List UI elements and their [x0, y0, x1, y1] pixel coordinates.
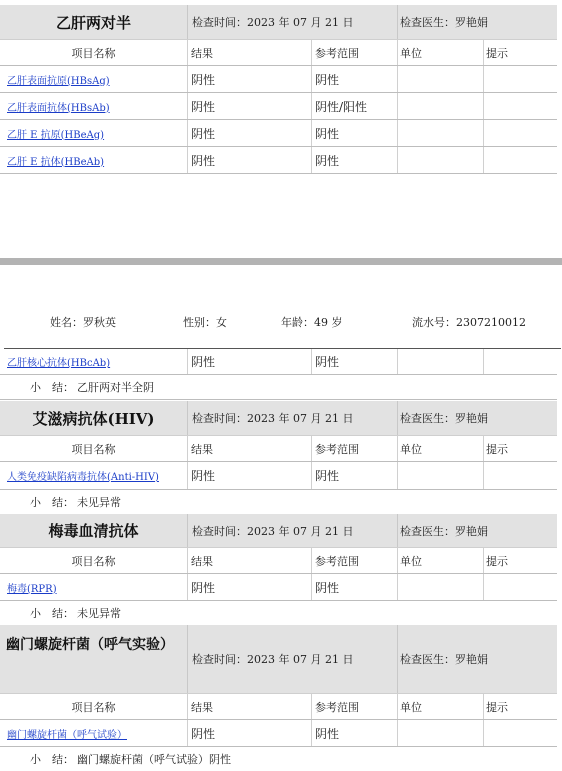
table-row: [0, 120, 557, 147]
result-cell: 阴性: [187, 147, 311, 173]
result-cell: 阴性: [187, 462, 311, 489]
summary-text: 未见异常: [77, 496, 121, 509]
col-item-header: 项目名称: [71, 442, 116, 456]
col-tip-header: 提示: [483, 40, 557, 65]
col-range-header: 参考范围: [311, 694, 397, 719]
range-cell: 阴性: [311, 462, 397, 489]
patient-info: [0, 311, 562, 331]
table-row: [0, 66, 557, 93]
result-cell: 阴性: [187, 349, 311, 374]
result-cell: 阴性: [187, 574, 311, 600]
unit-cell: [397, 93, 483, 119]
col-result-header: 结果: [187, 40, 311, 65]
section-summary: [0, 747, 557, 771]
range-cell: 阴性: [311, 349, 397, 374]
exam-time: 检查时间：2023 年 07 月 21 日: [187, 401, 397, 435]
table-row: [0, 147, 557, 174]
tip-cell: [483, 147, 557, 173]
col-unit-header: 单位: [397, 548, 483, 573]
syphilis-section: [0, 514, 557, 626]
col-range-header: 参考范围: [311, 436, 397, 461]
section-header: [0, 401, 557, 436]
item-link-hp-breath-test[interactable]: 幽门螺旋杆菌（呼气试验）: [7, 729, 127, 741]
col-item-header: 项目名称: [71, 700, 116, 714]
column-header-row: [0, 694, 557, 720]
hiv-section: [0, 401, 557, 515]
summary-label: 小 结：: [30, 381, 74, 394]
hbv-section: [0, 5, 557, 174]
item-link-anti-hiv[interactable]: 人类免疫缺陷病毒抗体(Anti-HIV): [7, 472, 159, 483]
range-cell: 阴性: [311, 147, 397, 173]
patient-serial: 流水号：2307210012: [412, 316, 526, 329]
result-cell: 阴性: [187, 720, 311, 746]
column-header-row: [0, 548, 557, 574]
section-summary: [0, 375, 557, 400]
section-header: [0, 625, 557, 694]
section-header: [0, 5, 557, 40]
summary-label: 小 结：: [30, 607, 74, 620]
result-cell: 阴性: [187, 120, 311, 146]
unit-cell: [397, 120, 483, 146]
unit-cell: [397, 462, 483, 489]
item-link-rpr[interactable]: 梅毒(RPR): [7, 583, 57, 595]
summary-text: 幽门螺旋杆菌（呼气试验）阴性: [77, 753, 231, 766]
exam-time: 检查时间：2023 年 07 月 21 日: [187, 625, 397, 693]
unit-cell: [397, 349, 483, 374]
column-header-row: [0, 436, 557, 462]
table-row: [0, 720, 557, 747]
summary-label: 小 结：: [30, 753, 74, 766]
hp-section: [0, 625, 557, 771]
table-row: [0, 349, 557, 375]
item-link-hbeag[interactable]: 乙肝 E 抗原(HBeAg): [7, 129, 105, 141]
section-title: 艾滋病抗体(HIV): [32, 409, 155, 428]
patient-sex: 性别：女: [183, 316, 227, 329]
unit-cell: [397, 720, 483, 746]
tip-cell: [483, 120, 557, 146]
col-result-header: 结果: [187, 436, 311, 461]
section-title: 梅毒血清抗体: [48, 522, 139, 540]
col-range-header: 参考范围: [311, 548, 397, 573]
col-tip-header: 提示: [483, 436, 557, 461]
page-break-divider: [0, 258, 562, 265]
result-cell: 阴性: [187, 66, 311, 92]
unit-cell: [397, 147, 483, 173]
item-link-hbcab[interactable]: 乙肝核心抗体(HBcAb): [7, 358, 111, 369]
exam-time: 检查时间：2023 年 07 月 21 日: [187, 514, 397, 547]
col-tip-header: 提示: [483, 694, 557, 719]
column-header-row: [0, 40, 557, 66]
table-row: [0, 93, 557, 120]
exam-doctor: 检查医生：罗艳娟: [397, 625, 557, 693]
section-summary: [0, 490, 557, 515]
exam-time: 检查时间：2023 年 07 月 21 日: [187, 5, 397, 39]
tip-cell: [483, 66, 557, 92]
col-result-header: 结果: [187, 548, 311, 573]
unit-cell: [397, 66, 483, 92]
tip-cell: [483, 574, 557, 600]
hbv-continued-section: [0, 349, 557, 400]
range-cell: 阴性: [311, 120, 397, 146]
col-range-header: 参考范围: [311, 40, 397, 65]
section-summary: [0, 601, 557, 626]
patient-name: 姓名：罗秋英: [50, 316, 116, 329]
range-cell: 阴性/阳性: [311, 93, 397, 119]
exam-doctor: 检查医生：罗艳娟: [397, 401, 557, 435]
tip-cell: [483, 93, 557, 119]
summary-text: 未见异常: [77, 607, 121, 620]
section-header: [0, 514, 557, 548]
exam-doctor: 检查医生：罗艳娟: [397, 514, 557, 547]
col-item-header: 项目名称: [71, 46, 116, 60]
range-cell: 阴性: [311, 66, 397, 92]
exam-doctor: 检查医生：罗艳娟: [397, 5, 557, 39]
col-unit-header: 单位: [397, 694, 483, 719]
unit-cell: [397, 574, 483, 600]
table-row: [0, 462, 557, 490]
col-tip-header: 提示: [483, 548, 557, 573]
patient-age: 年龄：49 岁: [281, 316, 343, 329]
tip-cell: [483, 462, 557, 489]
range-cell: 阴性: [311, 720, 397, 746]
table-row: [0, 574, 557, 601]
summary-label: 小 结：: [30, 496, 74, 509]
tip-cell: [483, 720, 557, 746]
summary-text: 乙肝两对半全阴: [77, 381, 154, 394]
section-title: 幽门螺旋杆菌（呼气实验）: [6, 637, 174, 653]
item-link-hbsag[interactable]: 乙肝表面抗原(HBsAg): [7, 75, 110, 87]
item-link-hbsab[interactable]: 乙肝表面抗体(HBsAb): [7, 102, 110, 114]
tip-cell: [483, 349, 557, 374]
col-unit-header: 单位: [397, 436, 483, 461]
range-cell: 阴性: [311, 574, 397, 600]
col-result-header: 结果: [187, 694, 311, 719]
col-unit-header: 单位: [397, 40, 483, 65]
result-cell: 阴性: [187, 93, 311, 119]
section-title: 乙肝两对半: [55, 13, 131, 32]
col-item-header: 项目名称: [71, 554, 116, 568]
item-link-hbeab[interactable]: 乙肝 E 抗体(HBeAb): [7, 156, 105, 168]
